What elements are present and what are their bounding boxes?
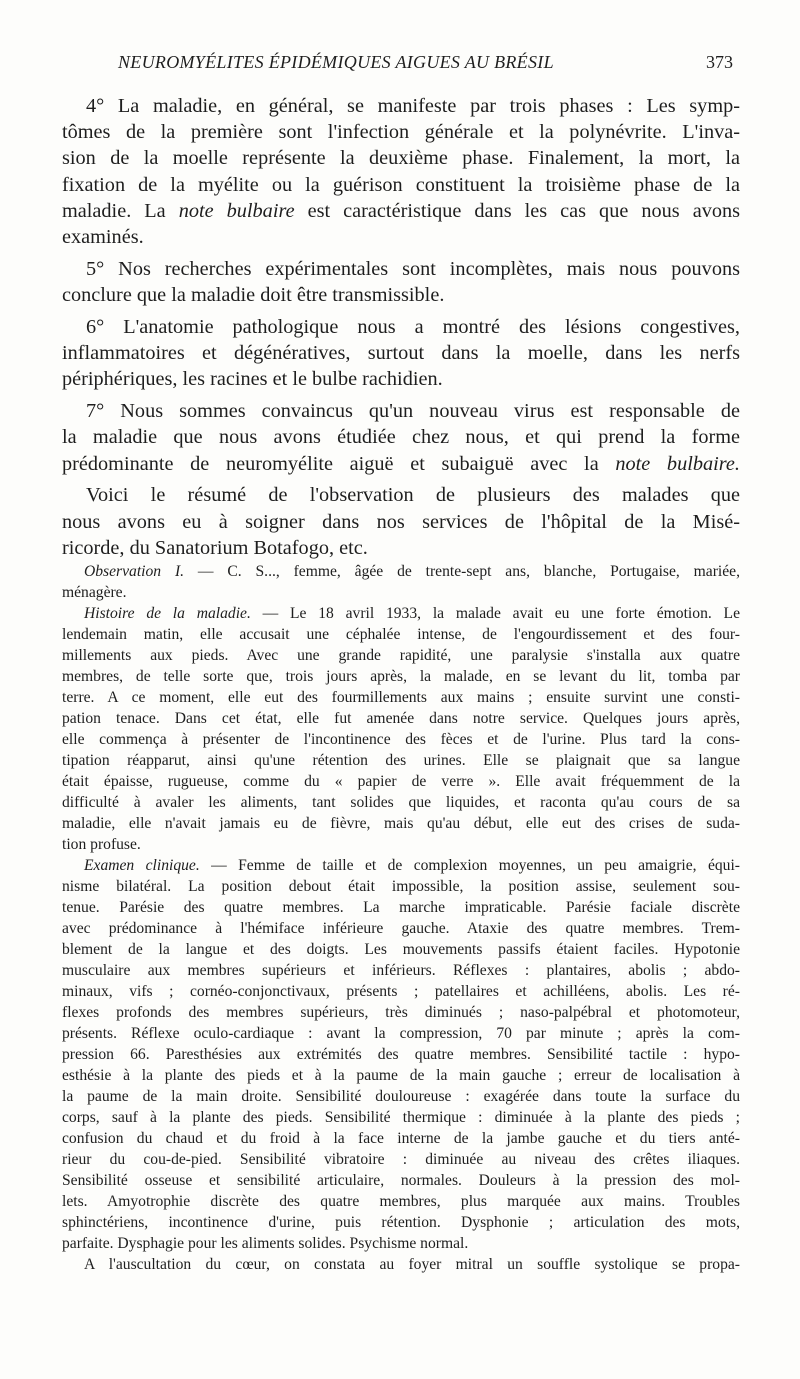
observation-paragraph	[62, 855, 740, 1254]
running-title: NEUROMYÉLITES ÉPIDÉMIQUES AIGUES AU BRÉSIL	[118, 52, 554, 72]
text-line: sion de la moelle représente la deuxième phase. Finalement, la mort, la	[62, 147, 740, 170]
text-line: 5° Nos recherches expérimentales sont incomplètes, mais nous pouvons	[86, 257, 740, 280]
text-line: lets. Amyotrophie discrète des quatre membres, plus marquée aux mains. Troubles	[62, 1193, 740, 1210]
text-line: nous avons eu à soigner dans nos services de l'hôpital de la Misé-	[62, 510, 740, 533]
text-line	[62, 855, 740, 876]
text-line: millements aux pieds. Avec une grande rapidité, une paralysie s'installa aux quatre	[62, 647, 740, 664]
page-header	[0, 52, 800, 78]
text-line: examinés.	[62, 225, 144, 248]
text-line: 4° La maladie, en général, se manifeste par trois phases : Les symp-	[86, 95, 740, 117]
text-line	[62, 603, 740, 624]
text-line: la maladie que nous avons étudiée chez nous, et qui prend la forme	[62, 426, 740, 449]
text-line: la paume de la main droite. Sensibilité douloureuse : exagérée dans toute la surface du	[62, 1088, 740, 1105]
text-line: tipation réapparut, ainsi qu'une rétention des urines. Elle se plaignait que sa langue	[62, 752, 740, 769]
text-line: 6° L'anatomie pathologique nous a montré des lésions congestives,	[86, 315, 740, 338]
text-line: elle commença à présenter de l'incontinence des fèces et de l'urine. Plus tard la cons-	[62, 731, 740, 748]
text-line	[62, 198, 740, 224]
text-line: lendemain matin, elle accusait une céphalée intense, de l'engourdissement et des four-	[62, 626, 740, 643]
text-line: tion profuse.	[62, 836, 141, 853]
text-line: corps, sauf à la plante des pieds. Sensibilité thermique : diminuée à la plante des pieds ;	[62, 1109, 740, 1126]
text-line: ménagère.	[62, 584, 127, 601]
italic-text: note bulbaire.	[615, 452, 740, 475]
text-line: flexes profonds des membres supérieurs, très diminués ; naso-palpébral et photomoteur,	[62, 1004, 740, 1021]
text-line: fixation de la myélite ou la guérison constituent la troisième phase de la	[62, 173, 740, 196]
italic-text: Examen clinique.	[84, 857, 200, 874]
text-line: pation tenace. Dans cet état, elle fut amenée dans notre service. Quelques jours après,	[62, 710, 740, 727]
text-line: A l'auscultation du cœur, on constata au foyer mitral un souffle systolique se propa-	[84, 1256, 740, 1273]
observation-text	[62, 561, 740, 1275]
text-line: avec prédominance à l'hémiface inférieure gauche. Ataxie des quatre membres. Trem-	[62, 920, 740, 937]
text-line: musculaire aux membres supérieurs et inférieurs. Réflexes : plantaires, abolis ; abdo-	[62, 962, 740, 979]
main-paragraph	[62, 256, 740, 308]
text-line: conclure que la maladie doit être transmissible.	[62, 284, 445, 306]
text-line: Sensibilité osseuse et sensibilité articulaire, normales. Douleurs à la pression des mol-	[62, 1172, 740, 1189]
text-line: membres, de telle sorte que, trois jours après, la malade, en se levant du lit, tomba par	[62, 668, 740, 685]
text-run: — C. S..., femme, âgée de trente-sept ans, blanche, Portugaise, mariée,	[184, 563, 740, 580]
text-line: ricorde, du Sanatorium Botafogo, etc.	[62, 536, 368, 559]
text-line: rieur du cou-de-pied. Sensibilité vibratoire : diminuée au niveau des crêtes iliaques.	[62, 1151, 740, 1168]
text-line: Voici le résumé de l'observation de plusieurs des malades que	[86, 484, 740, 507]
text-run: — Le 18 avril 1933, la malade avait eu une forte émotion. Le	[250, 605, 740, 622]
observation-paragraph	[62, 1254, 740, 1275]
text-run: prédominante de neuromyélite aiguë et subaiguë avec la	[62, 452, 616, 475]
main-paragraph	[62, 482, 740, 561]
text-run: maladie. La	[62, 199, 179, 222]
text-line: tômes de la première sont l'infection générale et la polynévrite. L'inva-	[62, 121, 740, 144]
text-line: périphériques, les racines et le bulbe rachidien.	[62, 368, 443, 391]
main-text	[62, 93, 740, 567]
italic-text: Histoire de la maladie.	[84, 605, 251, 622]
text-line: nisme bilatéral. La position debout était impossible, la position assise, seulement sou-	[62, 878, 740, 895]
text-run: est caractéristique dans les cas que nous avons	[294, 199, 741, 222]
text-line	[62, 561, 740, 582]
text-line: blement de la langue et des doigts. Les mouvements passifs étaient faciles. Hypotonie	[62, 941, 740, 958]
text-line: confusion du chaud et du froid à la face interne de la jambe gauche et du tiers anté-	[62, 1130, 740, 1147]
text-line: était épaisse, rugueuse, comme du « papier de verre ». Elle avait fréquemment de la	[62, 773, 740, 790]
observation-paragraph	[62, 561, 740, 603]
text-line: présents. Réflexe oculo-cardiaque : avant la compression, 70 par minute ; après la com-	[62, 1025, 740, 1042]
main-paragraph	[62, 93, 740, 250]
text-line: difficulté à avaler les aliments, tant solides que liquides, et raconta qu'au cours de sa	[62, 794, 740, 811]
text-run: — Femme de taille et de complexion moyennes, un peu amaigrie, équi-	[199, 857, 740, 874]
italic-text: note bulbaire	[178, 199, 295, 222]
text-line: sphinctériens, incontinence d'urine, puis rétention. Dysphonie ; articulation des mots,	[62, 1214, 740, 1231]
text-line: 7° Nous sommes convaincus qu'un nouveau virus est responsable de	[86, 400, 740, 423]
text-line: minaux, vifs ; cornéo-conjonctivaux, présents ; patellaires et achilléens, abolis. Les ré-	[62, 983, 740, 1000]
text-line: pression 66. Paresthésies aux extrémités des quatre membres. Sensibilité tactile : hypo-	[62, 1046, 740, 1063]
observation-paragraph	[62, 603, 740, 855]
text-line: maladie, elle n'avait jamais eu de fièvre, mais qu'au début, elle eut des crises de suda-	[62, 815, 740, 832]
page-number: 373	[706, 52, 733, 72]
text-line: inflammatoires et dégénératives, surtout dans la moelle, dans les nerfs	[62, 342, 740, 365]
text-line: esthésie à la plante des pieds et à la paume de la main gauche ; erreur de localisation à	[62, 1067, 740, 1084]
text-line: parfaite. Dysphagie pour les aliments solides. Psychisme normal.	[62, 1235, 469, 1252]
text-line: terre. A ce moment, elle eut des fourmillements aux mains ; ensuite survint une consti-	[62, 689, 740, 706]
main-paragraph	[62, 314, 740, 393]
main-paragraph	[62, 398, 740, 477]
text-line	[62, 451, 740, 477]
text-line: tenue. Parésie des quatre membres. La marche impraticable. Parésie faciale discrète	[62, 899, 740, 916]
italic-text: Observation I.	[84, 563, 185, 580]
